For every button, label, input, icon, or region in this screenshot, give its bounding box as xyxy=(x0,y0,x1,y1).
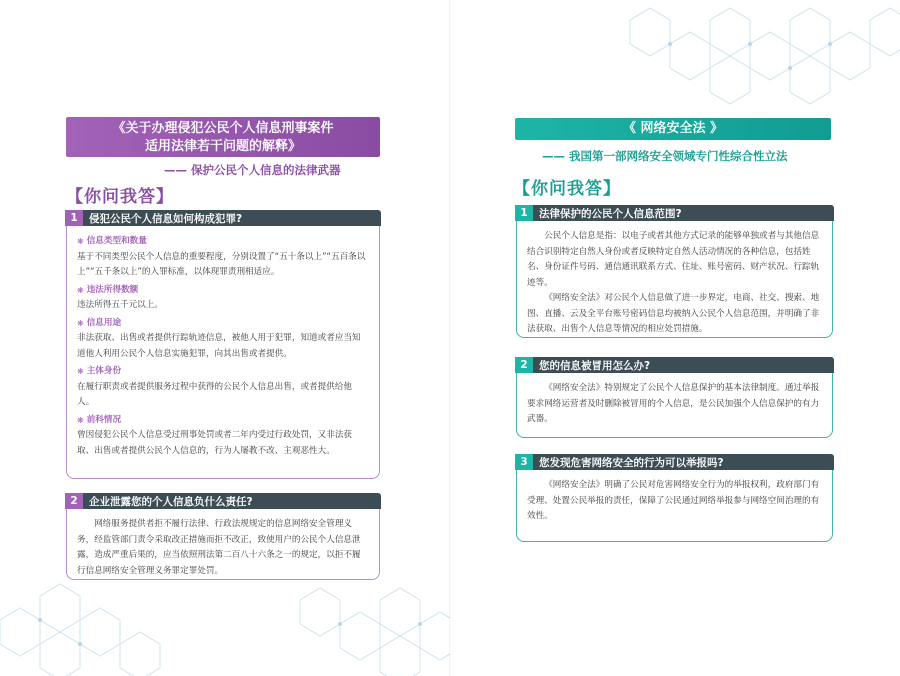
answer-item-title: ❋ 信息类型和数量 xyxy=(77,234,369,250)
gear-bullet-icon: ❋ xyxy=(77,285,84,295)
answer-body xyxy=(67,511,379,579)
right-qa-heading: 【你问我答】 xyxy=(513,179,621,199)
right-subtitle: —— 我国第一部网络安全领域专门性综合性立法 xyxy=(542,149,788,163)
left-title-line2: 适用法律若干问题的解释》 xyxy=(144,139,301,154)
answer-item-text: 基于不同类型公民个人信息的重要程度，分别设置了“五十条以上”“五百条以上”“五千条以上”的入罪标准，以体现罪责刑相适应。 xyxy=(77,251,366,277)
question-number: 2 xyxy=(515,357,533,373)
question-text: 法律保护的公民个人信息范围? xyxy=(539,207,682,220)
question-bar xyxy=(515,205,834,221)
gear-bullet-icon: ❋ xyxy=(77,367,84,376)
question-bar xyxy=(65,210,381,226)
question-bar xyxy=(65,493,381,509)
answer-paragraph: 网络服务提供者拒不履行法律、行政法规规定的信息网络安全管理义务，经监管部门责令采取改正措施而拒不改正，致使用户的公民个人信息泄露，造成严重后果的，应当依照刑法第二百八十六条之一的规定，以拒不履行信息网络安全管理义务罪定罪处罚。 xyxy=(77,519,361,576)
answer-body xyxy=(517,375,832,428)
question-text: 侵犯公民个人信息如何构成犯罪? xyxy=(89,212,243,225)
question-bar xyxy=(515,357,834,373)
answer-item-title: ❋ 信息用途 xyxy=(77,316,369,332)
answer-item-text: 曾因侵犯公民个人信息受过刑事处罚或者二年内受过行政处罚，又非法获取、出售或者提供公民个人信息的，行为人屡教不改、主观恶性大。 xyxy=(77,430,353,456)
left-title-line1: 《关于办理侵犯公民个人信息刑事案件 xyxy=(112,121,334,136)
question-number: 3 xyxy=(515,454,533,470)
left-title-banner xyxy=(66,117,380,157)
right-page xyxy=(450,0,900,676)
right-question-card-3 xyxy=(516,455,833,542)
answer-item-text: 在履行职责或者提供服务过程中获得的公民个人信息出售，或者提供给他人。 xyxy=(77,381,353,407)
answer-paragraph: 《网络安全法》明确了公民对危害网络安全行为的举报权利，政府部门有受理、处置公民举报的责任，保障了公民通过网络举报参与网络空间治理的有效性。 xyxy=(527,480,820,521)
left-qa-heading: 【你问我答】 xyxy=(66,187,174,207)
left-subtitle: —— 保护公民个人信息的法律武器 xyxy=(164,163,341,177)
gear-bullet-icon: ❋ xyxy=(77,318,84,328)
gear-bullet-icon: ❋ xyxy=(77,415,84,425)
answer-paragraph: 公民个人信息是指：以电子或者其他方式记录的能够单独或者与其他信息结合识别特定自然人身份或者反映特定自然人活动情况的各种信息，包括姓名、身份证件号码、通信通讯联系方式、住址、账号密码、财产状况、行踪轨迹等。 xyxy=(527,231,820,288)
question-bar xyxy=(515,454,834,470)
answer-item-title: ❋ 违法所得数额 xyxy=(77,283,369,299)
left-question-card-1 xyxy=(66,211,380,479)
answer-paragraph: 《网络安全法》对公民个人信息做了进一步界定，电商、社交、搜索、地图、直播、云及全平台账号密码信息均被纳入公民个人信息范围，并明确了非法获取、出售个人信息等情况的相应处罚措施。 xyxy=(527,293,820,334)
answer-item-text: 非法获取、出售或者提供行踪轨迹信息，被他人用于犯罪，知道或者应当知道他人利用公民个人信息实施犯罪，向其出售或者提供。 xyxy=(77,333,361,359)
question-text: 您发现危害网络安全的行为可以举报吗? xyxy=(539,456,724,469)
question-number: 2 xyxy=(65,493,83,509)
right-title-banner: 《 网络安全法 》 xyxy=(515,118,831,140)
answer-item-title: ❋ 前科情况 xyxy=(77,413,369,429)
answer-body xyxy=(517,223,832,338)
left-question-card-2 xyxy=(66,494,380,580)
answer-body xyxy=(517,472,832,525)
question-number: 1 xyxy=(515,205,533,221)
question-text: 企业泄露您的个人信息负什么责任? xyxy=(89,495,253,508)
answer-paragraph: 《网络安全法》特别规定了公民个人信息保护的基本法律制度。通过举报要求网络运营者及时删除被冒用的个人信息，是公民加强个人信息保护的有力武器。 xyxy=(527,383,820,424)
gear-bullet-icon: ❋ xyxy=(77,237,84,246)
answer-body xyxy=(67,228,379,461)
right-question-card-1 xyxy=(516,206,833,338)
answer-item-text: 违法所得五千元以上。 xyxy=(77,300,163,310)
question-number: 1 xyxy=(65,210,83,226)
right-question-card-2 xyxy=(516,358,833,438)
question-text: 您的信息被冒用怎么办? xyxy=(539,359,651,372)
answer-item-title: ❋ 主体身份 xyxy=(77,364,369,380)
